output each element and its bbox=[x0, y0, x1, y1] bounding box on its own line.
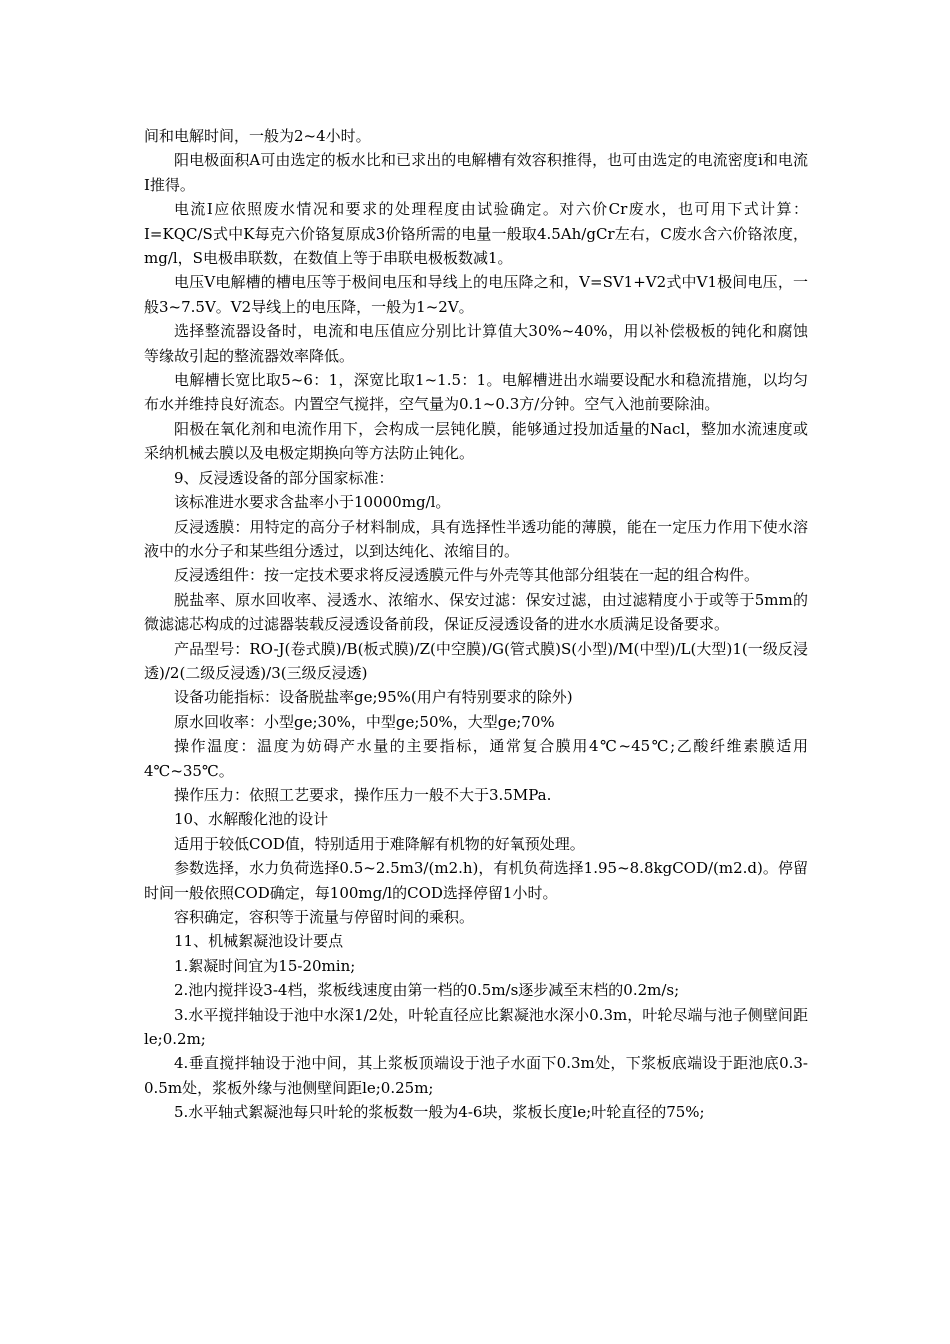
paragraph: 原水回收率：小型ge;30%，中型ge;50%，大型ge;70% bbox=[174, 712, 555, 731]
paragraph: 适用于较低COD值，特别适用于难降解有机物的好氧预处理。 bbox=[174, 834, 585, 853]
paragraph: 设备功能指标：设备脱盐率ge;95%(用户有特别要求的除外) bbox=[174, 688, 573, 707]
list-item: 3.水平搅拌轴设于池中水深1/2处，叶轮直径应比絮凝池水深小0.3m，叶轮尽端与池子侧壁间距le;0.2m; bbox=[144, 1005, 808, 1049]
paragraph: 参数选择，水力负荷选择0.5~2.5m3/(m2.h)，有机负荷选择1.95~8.8kgCOD/(m2.d)。停留时间一般依照COD确定，每100mg/l的COD选择停留1小时。 bbox=[144, 859, 808, 902]
section-heading: 9、反浸透设备的部分国家标准： bbox=[174, 468, 394, 487]
paragraph: 阳电极面积A可由选定的板水比和已求出的电解槽有效容积推得，也可由选定的电流密度i和电流I推得。 bbox=[144, 151, 808, 194]
paragraph: 反浸透组件：按一定技术要求将反浸透膜元件与外壳等其他部分组装在一起的组合构件。 bbox=[174, 566, 760, 585]
paragraph: 操作温度：温度为妨碍产水量的主要指标，通常复合膜用4℃~45℃;乙酸纤维素膜适用4℃~35℃。 bbox=[144, 737, 808, 780]
paragraph: 阳极在氧化剂和电流作用下，会构成一层钝化膜，能够通过投加适量的Nacl，整加水流速度或采纳机械去膜以及电极定期换向等方法防止钝化。 bbox=[144, 419, 808, 463]
paragraph: 反浸透膜：用特定的高分子材料制成，具有选择性半透功能的薄膜，能在一定压力作用下使水溶液中的水分子和某些组分透过，以到达纯化、浓缩目的。 bbox=[144, 517, 808, 560]
section-heading: 11、机械絮凝池设计要点 bbox=[174, 932, 344, 951]
paragraph: 操作压力：依照工艺要求，操作压力一般不大于3.5MPa. bbox=[174, 785, 552, 804]
paragraph: 电压V电解槽的槽电压等于极间电压和导线上的电压降之和，V=SV1+V2式中V1极间电压，一般3~7.5V。V2导线上的电压降，一般为1~2V。 bbox=[144, 273, 808, 316]
list-item: 2.池内搅拌设3-4档，浆板线速度由第一档的0.5m/s逐步减至末档的0.2m/s; bbox=[174, 981, 680, 1000]
section-heading: 10、水解酸化池的设计 bbox=[174, 810, 329, 829]
paragraph: 选择整流器设备时，电流和电压值应分别比计算值大30%~40%，用以补偿极板的钝化和腐蚀等缘故引起的整流器效率降低。 bbox=[144, 322, 808, 365]
paragraph: 脱盐率、原水回收率、浸透水、浓缩水、保安过滤：保安过滤，由过滤精度小于或等于5mm的微滤滤芯构成的过滤器装载反浸透设备前段，保证反浸透设备的进水水质满足设备要求。 bbox=[144, 590, 808, 634]
list-item: 4.垂直搅拌轴设于池中间，其上浆板顶端设于池子水面下0.3m处，下浆板底端设于距池底0.3-0.5m处，浆板外缘与池侧壁间距le;0.25m; bbox=[144, 1054, 808, 1097]
paragraph: 间和电解时间，一般为2~4小时。 bbox=[144, 127, 371, 145]
list-item: 5.水平轴式絮凝池每只叶轮的浆板数一般为4-6块，浆板长度le;叶轮直径的75%; bbox=[174, 1103, 705, 1122]
paragraph: 产品型号：RO-J(卷式膜)/B(板式膜)/Z(中空膜)/G(管式膜)S(小型)/M(中型)/L(大型)1(一级反浸透)/2(二级反浸透)/3(三级反浸透) bbox=[144, 639, 808, 682]
list-item: 1.絮凝时间宜为15-20min; bbox=[174, 956, 356, 975]
paragraph: 电流I应依照废水情况和要求的处理程度由试验确定。对六价Cr废水，也可用下式计算：I=KQC/S式中K每克六价铬复原成3价铬所需的电量一般取4.5Ah/gCr左右，C废水含六价铬浓度，mg/l，S电极串联数，在数值上等于串联电极板数减1。 bbox=[144, 200, 808, 268]
paragraph: 该标准进水要求含盐率小于10000mg/l。 bbox=[174, 493, 451, 512]
paragraph: 电解槽长宽比取5~6：1，深宽比取1~1.5：1。电解槽进出水端要设配水和稳流措施，以均匀布水并维持良好流态。内置空气搅拌，空气量为0.1~0.3方/分钟。空气入池前要除油。 bbox=[144, 371, 808, 414]
document-body bbox=[144, 124, 808, 1125]
paragraph: 容积确定，容积等于流量与停留时间的乘积。 bbox=[174, 908, 475, 926]
